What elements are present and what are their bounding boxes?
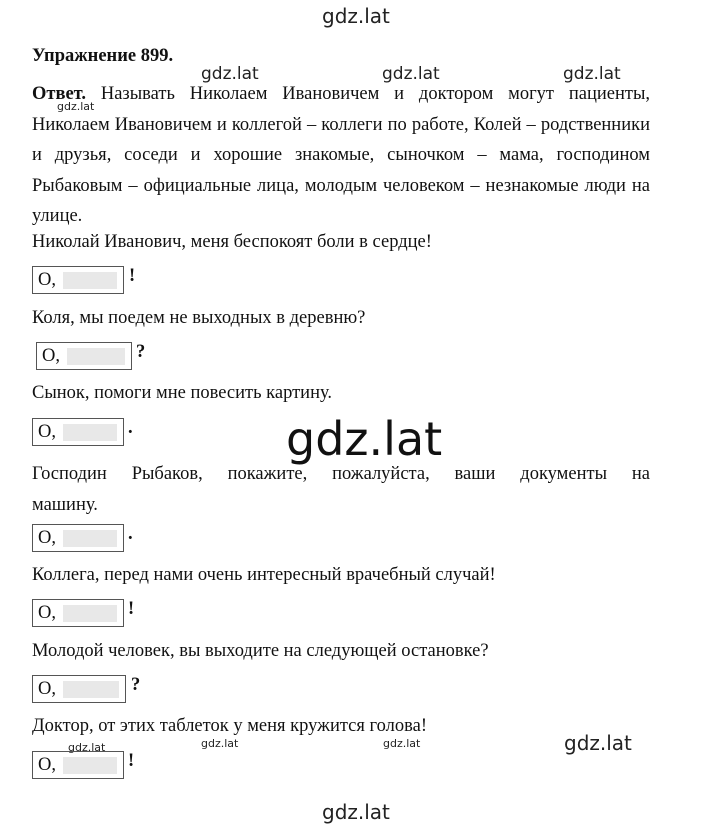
- scheme-lead: О,: [38, 528, 56, 548]
- sentence: Молодой человек, вы выходите на следующей остановке?: [32, 641, 489, 661]
- scheme-end: ?: [136, 342, 146, 362]
- scheme-lead: О,: [38, 679, 56, 699]
- scheme-box: [32, 751, 124, 779]
- sentence: Доктор, от этих таблеток у меня кружится голова!: [32, 716, 427, 736]
- answer-text: Называть Николаем Ивановичем и доктором могут пациенты, Николаем Ивановичем и коллегой – коллеги по работе, Колей – родственники и друзья, соседи и хорошие знакомые, сыночком – мама, господином Рыбаковым – официальные лица, молодым человеком – незнакомые люди на улице.: [32, 84, 650, 226]
- scheme-box: [32, 675, 126, 703]
- scheme-lead: О,: [38, 422, 56, 442]
- scheme-box: [36, 342, 132, 370]
- sentence-line: машину.: [32, 494, 98, 515]
- scheme-fill: [67, 348, 125, 365]
- scheme-end: .: [128, 524, 133, 544]
- scheme-lead: О,: [38, 603, 56, 623]
- scheme-end: !: [128, 599, 135, 619]
- sentence-line: Господин Рыбаков, покажите, пожалуйста, ваши документы на: [32, 464, 650, 484]
- watermark: gdz.lat: [564, 731, 632, 755]
- watermark: gdz.lat: [201, 737, 239, 750]
- scheme-box: [32, 524, 124, 552]
- scheme-fill: [63, 757, 117, 774]
- scheme-box: [32, 266, 124, 294]
- answer-label: Ответ.: [32, 84, 87, 104]
- sentence: [32, 459, 650, 520]
- scheme-end: .: [128, 418, 133, 438]
- watermark: gdz.lat: [68, 741, 106, 754]
- scheme-lead: О,: [38, 755, 56, 775]
- scheme-end: ?: [131, 675, 141, 695]
- scheme-lead: О,: [42, 346, 60, 366]
- watermark: gdz.lat: [322, 800, 390, 824]
- sentence: Коля, мы поедем не выходных в деревню?: [32, 308, 366, 328]
- sentence: Сынок, помоги мне повесить картину.: [32, 383, 333, 403]
- scheme-box: [32, 418, 124, 446]
- sentence: Коллега, перед нами очень интересный врачебный случай!: [32, 565, 496, 585]
- scheme-box: [32, 599, 124, 627]
- watermark: gdz.lat: [57, 100, 95, 113]
- watermark: gdz.lat: [201, 64, 259, 84]
- scheme-fill: [63, 605, 117, 622]
- scheme-lead: О,: [38, 270, 56, 290]
- watermark: gdz.lat: [286, 412, 443, 466]
- exercise-title: Упражнение 899.: [32, 46, 174, 66]
- scheme-end: !: [128, 751, 135, 771]
- scheme-fill: [63, 681, 119, 698]
- scheme-fill: [63, 272, 117, 289]
- answer-paragraph: [32, 79, 650, 232]
- watermark: gdz.lat: [563, 64, 621, 84]
- watermark: gdz.lat: [322, 4, 390, 28]
- watermark: gdz.lat: [382, 64, 440, 84]
- scheme-fill: [63, 530, 117, 547]
- scheme-end: !: [129, 266, 136, 286]
- sentence: Николай Иванович, меня беспокоят боли в сердце!: [32, 232, 432, 252]
- scheme-fill: [63, 424, 117, 441]
- watermark: gdz.lat: [383, 737, 421, 750]
